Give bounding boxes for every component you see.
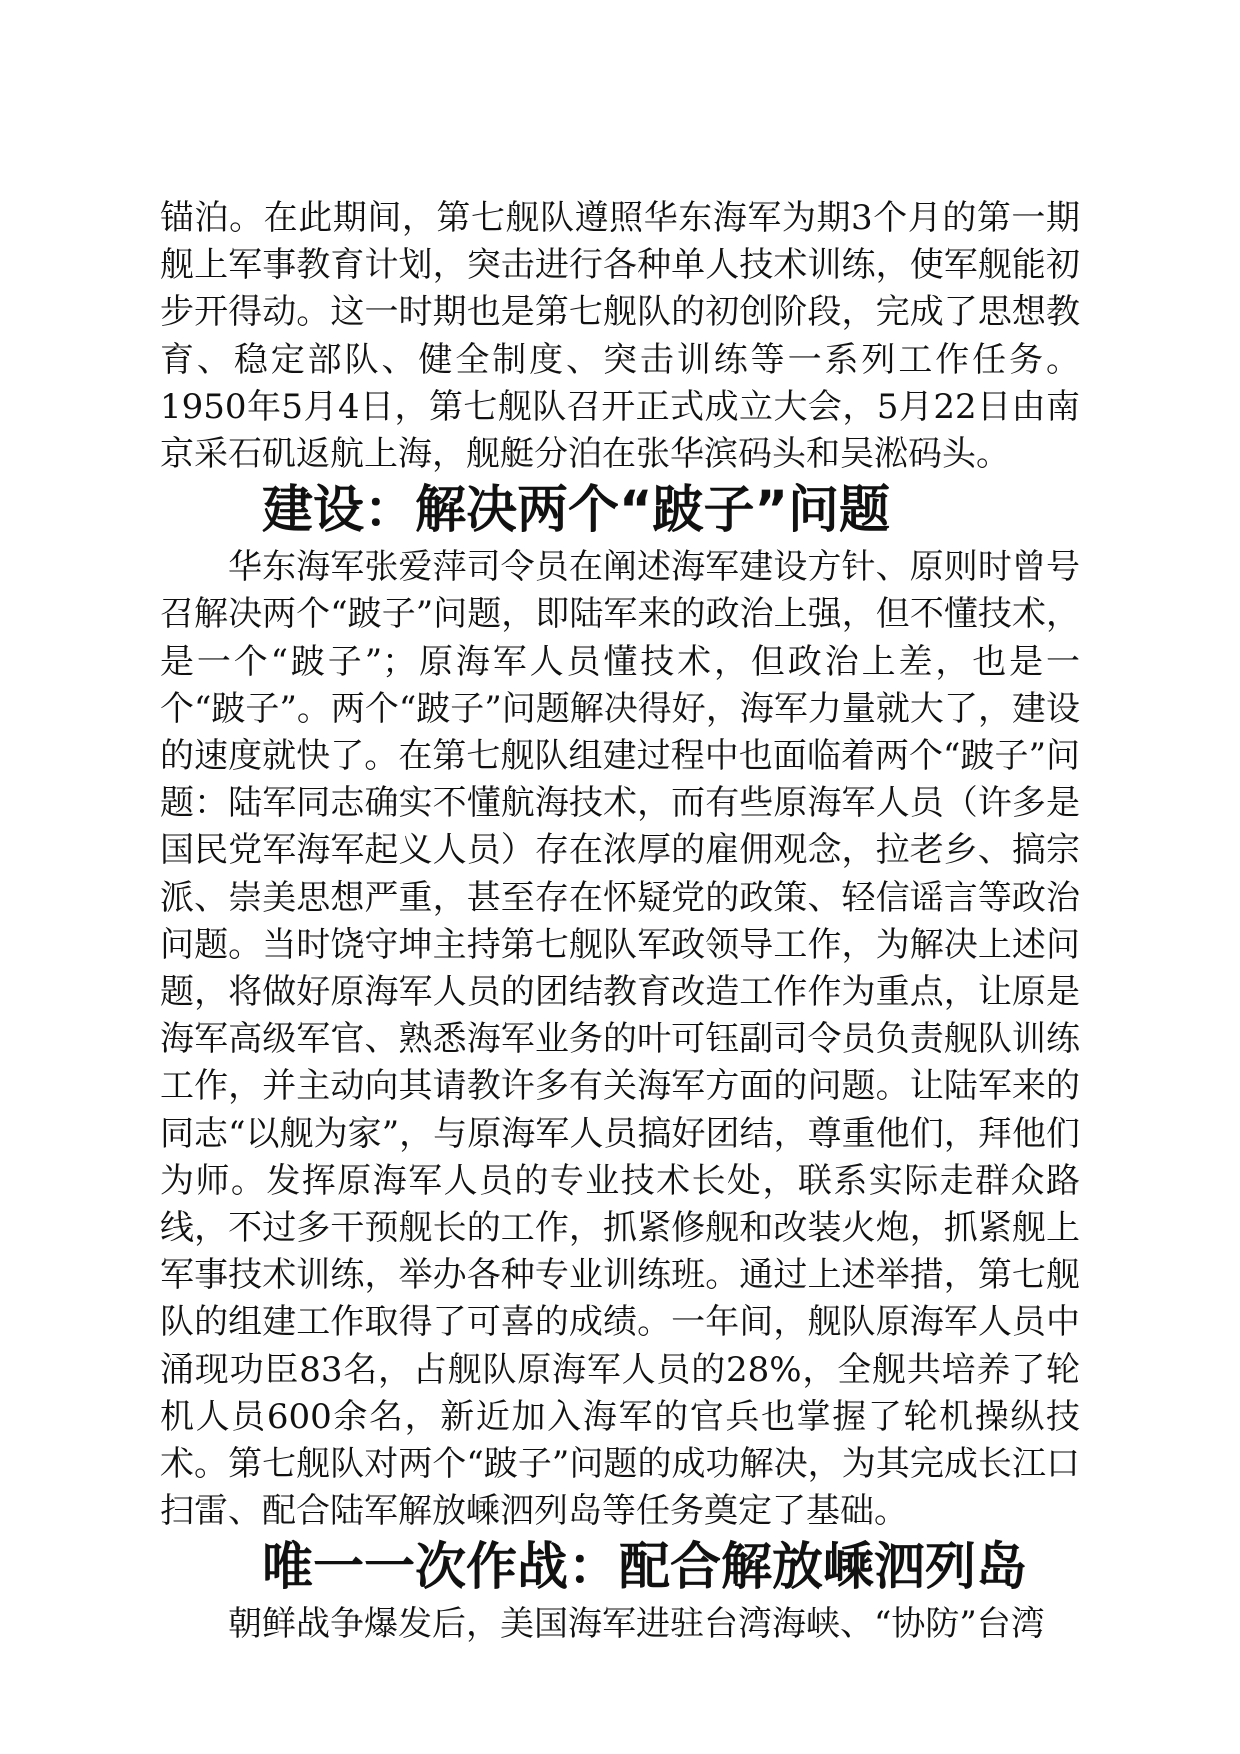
document-page — [160, 195, 1080, 1649]
paragraph-korean-war: 朝鲜战争爆发后，美国海军进驻台湾海峡、“协防”台湾 — [228, 1604, 1045, 1645]
paragraph-two-cripples: 华东海军张爱萍司令员在阐述海军建设方针、原则时曾号召解决两个“跛子”问题，即陆军来的政治上强，但不懂技术，是一个“跛子”；原海军人员懂技术，但政治上差，也是一个“跛子”。两个“跛子”问题解决得好，海军力量就大了，建设的速度就快了。在第七舰队组建过程中也面临着两个“跛子”问题：陆军同志确实不懂航海技术，而有些原海军人员（许多是国民党军海军起义人员）存在浓厚的雇佣观念，拉老乡、搞宗派、崇美思想严重，甚至存在怀疑党的政策、轻信谣言等政治问题。当时饶守坤主持第七舰队军政领导工作，为解决上述问题，将做好原海军人员的团结教育改造工作作为重点，让原是海军高级军官、熟悉海军业务的叶可钰副司令员负责舰队训练工作，并主动向其请教许多有关海军方面的问题。让陆军来的同志“以舰为家”，与原海军人员搞好团结，尊重他们，拜他们为师。发挥原海军人员的专业技术长处，联系实际走群众路线，不过多干预舰长的工作，抓紧修舰和改装火炮，抓紧舰上军事技术训练，举办各种专业训练班。通过上述举措，第七舰队的组建工作取得了可喜的成绩。一年间，舰队原海军人员中涌现功臣83名，占舰队原海军人员的28%，全舰共培养了轮机人员600余名，新近加入海军的官兵也掌握了轮机操纵技术。第七舰队对两个“跛子”问题的成功解决，为其完成长江口扫雷、配合陆军解放嵊泗列岛等任务奠定了基础。 — [160, 547, 1080, 1532]
section-heading-only-battle: 唯一一次作战：配合解放嵊泗列岛 — [262, 1538, 1028, 1598]
section-heading-construction: 建设：解决两个“跛子”问题 — [262, 481, 891, 541]
paragraph-anchorage: 锚泊。在此期间，第七舰队遵照华东海军为期3个月的第一期舰上军事教育计划，突击进行各种单人技术训练，使军舰能初步开得动。这一时期也是第七舰队的初创阶段，完成了思想教育、稳定部队、健全制度、突击训练等一系列工作任务。1950年5月4日，第七舰队召开正式成立大会，5月22日由南京采石矶返航上海，舰艇分泊在张华滨码头和吴淞码头。 — [160, 198, 1080, 475]
